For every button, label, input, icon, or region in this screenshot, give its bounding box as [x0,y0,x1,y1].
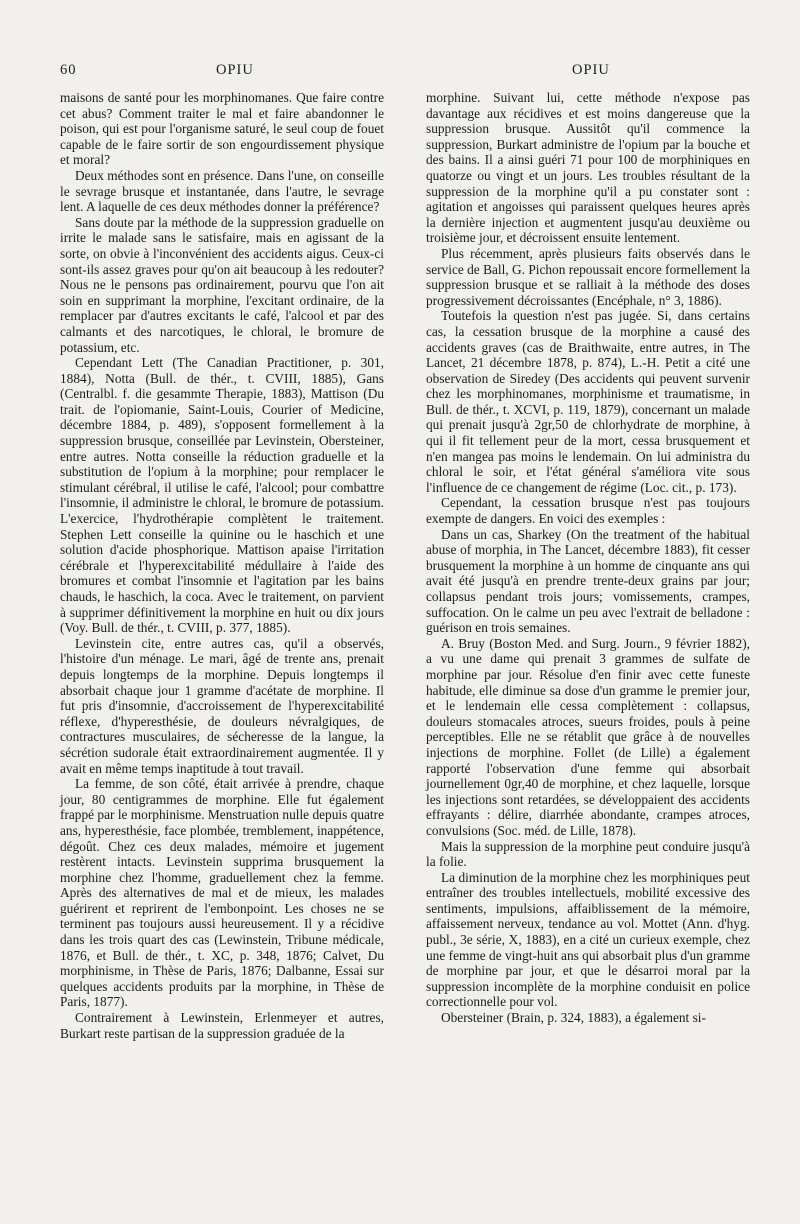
page-number: 60 [60,62,77,78]
paragraph: Levinstein cite, entre autres cas, qu'il a observés, l'histoire d'un ménage. Le mari, âgé de trente ans, prenait depuis longtemps de la morphine. Depuis longtemps il absorbait chaque jour 1 gramme d'acétate de morphine. Il fut pris d'insomnie, d'accroissement de l'hyperexcitabilité réflexe, d'hyperesthésie, de douleurs névralgiques, de contractures musculaires, de sécheresse de la langue, la sécrétion sudorale était extraordinairement augmentée. Il y avait en même temps inaptitude à tout travail. [60,635,384,776]
paragraph: Dans un cas, Sharkey (On the treatment of the habitual abuse of morphia, in The Lancet, décembre 1883), fit cesser brusquement la morphine à un homme de cinquante ans qui avait été jusqu'à en prendre trente-deux grains par jour; collapsus pendant trois jours; vomissements, crampes, suffocation. On le calme un peu avec l'extrait de belladone : guérison en trois semaines. [426,526,750,636]
paragraph: Cependant, la cessation brusque n'est pas toujours exempte de dangers. En voici des exemples : [426,495,750,527]
paragraph: A. Bruy (Boston Med. and Surg. Journ., 9 février 1882), a vu une dame qui prenait 3 grammes de sulfate de morphine par jour. Résolue d'en finir avec cette funeste habitude, elle diminue sa dose d'un gramme le premier jour, et le lendemain elle cessa complètement : collapsus, douleurs stomacales atroces, sueurs froides, pouls à peine perceptibles. Elle ne se rétablit que grâce à de nouvelles injections de morphine. Follet (de Lille) a également rapporté l'observation d'une femme qui absorbait journellement 0gr,40 de morphine, et chez laquelle, lorsque les injections sont retardées, se développaient des accidents effrayants : délire, diarrhée abondante, crampes atroces, convulsions (Soc. méd. de Lille, 1878). [426,635,750,838]
paragraph: Sans doute par la méthode de la suppression graduelle on irrite le malade sans le satisfaire, mais en agissant de la sorte, on obvie à l'inconvénient des accidents aigus. Ceux-ci sont-ils assez graves pour qu'on ait beaucoup à les redouter? Nous ne le pensons pas ordinairement, pourvu que l'on ait soin en supprimant la morphine, l'excitant ordinaire, de la remplacer par d'autres excitants le café, l'alcool et par des calmants et des narcotiques, le chloral, le bromure de potassium, etc. [60,214,384,355]
left-text-column [60,90,384,1041]
paragraph: La diminution de la morphine chez les morphiniques peut entraîner des troubles intellectuels, mobilité excessive des sentiments, impulsions, affaiblissement de la mémoire, affaissement nerveux, tendance au vol. Mottet (Ann. d'hyg. publ., 3e série, X, 1883), en a cité un curieux exemple, chez une femme de vingt-huit ans qui absorbait plus d'un gramme de morphine par jour, et que le désarroi moral par la suppression incomplète de la morphine conduisit en police correctionnelle pour vol. [426,869,750,1010]
paragraph: Contrairement à Lewinstein, Erlenmeyer et autres, Burkart reste partisan de la suppression graduée de la [60,1010,384,1041]
paragraph: Toutefois la question n'est pas jugée. Si, dans certains cas, la cessation brusque de la morphine a causé des accidents graves (cas de Braithwaite, entre autres, in The Lancet, 21 décembre 1878, p. 874), L.-H. Petit a cité une observation de Siredey (Des accidents qui peuvent survenir chez les morphinomanes, morphinisme et traumatisme, in Bull. de thér., t. XCVI, p. 119, 1879), concernant un malade qui prenait jusqu'à 2gr,50 de chlorhydrate de morphine, à qui il fit tellement peur de la mort, cessa brusquement et n'en mangea pas moins le lendemain. On lui administra du chloral le soir, et l'état général s'améliora vite sous l'influence de ce changement de régime (Loc. cit., p. 173). [426,308,750,495]
paragraph: Deux méthodes sont en présence. Dans l'une, on conseille le sevrage brusque et instantanée, dans l'autre, le sevrage lent. A laquelle de ces deux méthodes donner la préférence? [60,167,384,215]
right-text-column [426,90,750,1026]
running-title-left: OPIU [216,62,254,78]
paragraph: Cependant Lett (The Canadian Practitioner, p. 301, 1884), Notta (Bull. de thér., t. CVIII, 1885), Gans (Centralbl. f. die gesammte Therapie, 1883), Mattison (Du trait. de l'opiomanie, Saint-Louis, Courier of Medicine, décembre 1884, p. 489), s'opposent formellement à la suppression brusque, conseillée par Levinstein, Obersteiner, entre autres. Notta conseille la réduction graduelle et la substitution de l'opium à la morphine; pour remplacer le stimulant cérébral, il utilise le café, l'alcool; pour combattre l'insomnie, il administre le chloral, le bromure de potassium. L'exercice, l'hydrothérapie complètent le traitement. Stephen Lett conseille la quinine ou le haschich et une solution d'acide phosphorique. Mattison apaise l'irritation cérébrale et l'hyperexcitabilité médullaire à l'aide des bromures et combat l'insomnie et l'agitation par les bains chauds, le haschich, la coca. Avec le traitement, on parvient à supprimer définitivement la morphine en huit ou dix jours (Voy. Bull. de thér., t. CVIII, p. 377, 1885). [60,355,384,636]
paragraph: Mais la suppression de la morphine peut conduire jusqu'à la folie. [426,838,750,870]
paragraph: Plus récemment, après plusieurs faits observés dans le service de Ball, G. Pichon repoussait encore formellement la suppression brusque et se ralliait à la méthode des doses progressivement décroissantes (Encéphale, n° 3, 1886). [426,245,750,308]
paragraph: Obersteiner (Brain, p. 324, 1883), a également si- [441,1010,706,1026]
paragraph: maisons de santé pour les morphinomanes. Que faire contre cet abus? Comment traiter le mal et faire abandonner le poison, qui est pour l'organisme saturé, le seul coup de fouet capable de le faire sortir de son engourdissement physique et moral? [60,90,384,168]
paragraph: morphine. Suivant lui, cette méthode n'expose pas davantage aux récidives et est moins dangereuse que la suppression brusque. Aussitôt qu'il commence la suppression, Burkart administre de l'opium par la bouche et des bains. Il a ainsi guéri 71 pour 100 de morphiniques en quatorze ou vingt et un jours. Les troubles résultant de la suppression de la morphine qu'il a pu constater sont : agitation et angoisses qui paraissent quelques heures après la dernière injection et augmentent jusqu'au deuxième ou troisième jour, et décroissent ensuite lentement. [426,90,750,246]
paragraph: La femme, de son côté, était arrivée à prendre, chaque jour, 80 centigrammes de morphine. Elle fut également frappé par le morphinisme. Menstruation nulle depuis quatre ans, hyperesthésie, face plombée, tremblement, inappétence, dégoût. Chez ces deux malades, mémoire et jugement restèrent intacts. Levinstein supprima brusquement la morphine chez l'homme, graduellement chez la femme. Après des alternatives de mal et de mieux, les malades guérirent et reprirent de l'embonpoint. Les choses ne se terminent pas toujours aussi heureusement. Il y a récidive dans les trois quart des cas (Lewinstein, Tribune médicale, 1876, et Bull. de thér., t. XC, p. 348, 1876; Calvet, Du morphinisme, in Thèse de Paris, 1876; Dalbanne, Essai sur quelques accidents produits par la morphine, in Thèse de Paris, 1877). [60,776,384,1010]
running-title-right: OPIU [572,62,610,78]
